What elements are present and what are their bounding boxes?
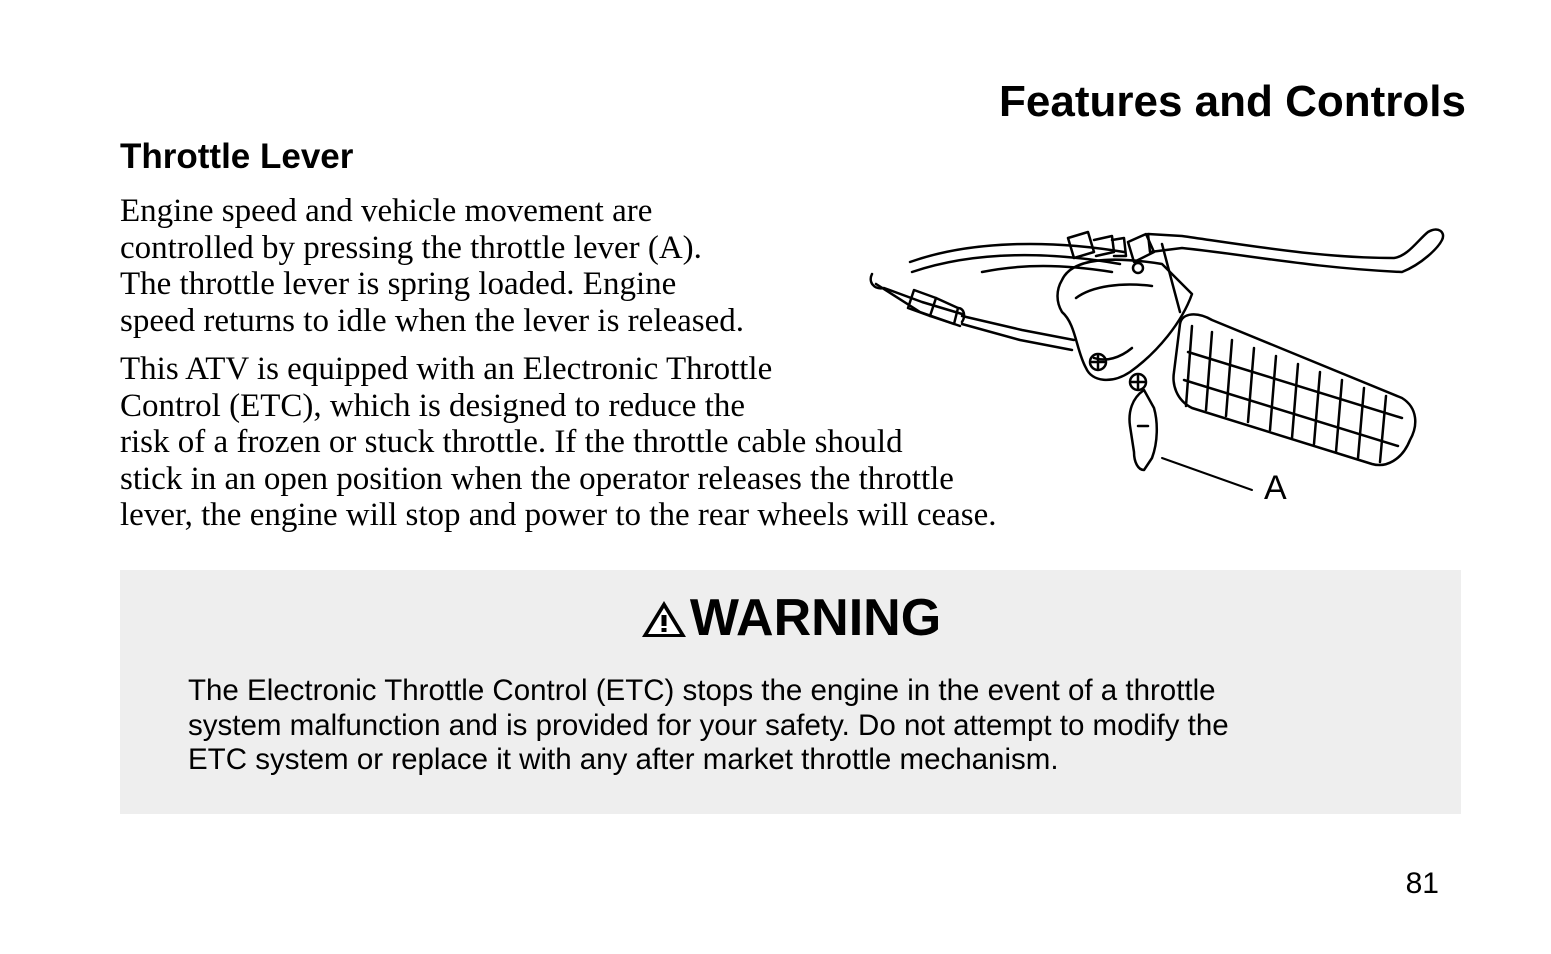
warning-line: ETC system or replace it with any after market throttle mechanism. (188, 743, 1059, 776)
section-title: Features and Controls (999, 77, 1466, 126)
warning-title (120, 588, 1461, 648)
text-line: This ATV is equipped with an Electronic Throttle (120, 351, 773, 387)
text-line: risk of a frozen or stuck throttle. If the throttle cable should (120, 424, 903, 460)
text-line: stick in an open position when the operator releases the throttle (120, 460, 954, 497)
warning-line: The Electronic Throttle Control (ETC) stops the engine in the event of a throttle (188, 674, 1216, 707)
throttle-lever-illustration (862, 212, 1462, 512)
text-line: controlled by pressing the throttle lever (A). (120, 229, 702, 266)
warning-line: system malfunction and is provided for your safety. Do not attempt to modify the (188, 708, 1229, 742)
text-line: Engine speed and vehicle movement are (120, 193, 653, 229)
callout-label-a: A (1264, 469, 1287, 507)
text-line: The throttle lever is spring loaded. Engine (120, 266, 677, 302)
warning-text (188, 674, 1229, 778)
page-number: 81 (1405, 867, 1439, 900)
text-line: lever, the engine will stop and power to the rear wheels will cease. (120, 497, 997, 533)
text-line: speed returns to idle when the lever is released. (120, 302, 745, 339)
paragraph-throttle-operation (120, 193, 744, 339)
text-line: Control (ETC), which is designed to reduce the (120, 387, 746, 424)
warning-title-text: WARNING (689, 589, 942, 647)
warning-triangle-icon (640, 599, 688, 639)
warning-box (120, 570, 1461, 814)
page-heading: Throttle Lever (120, 137, 354, 176)
